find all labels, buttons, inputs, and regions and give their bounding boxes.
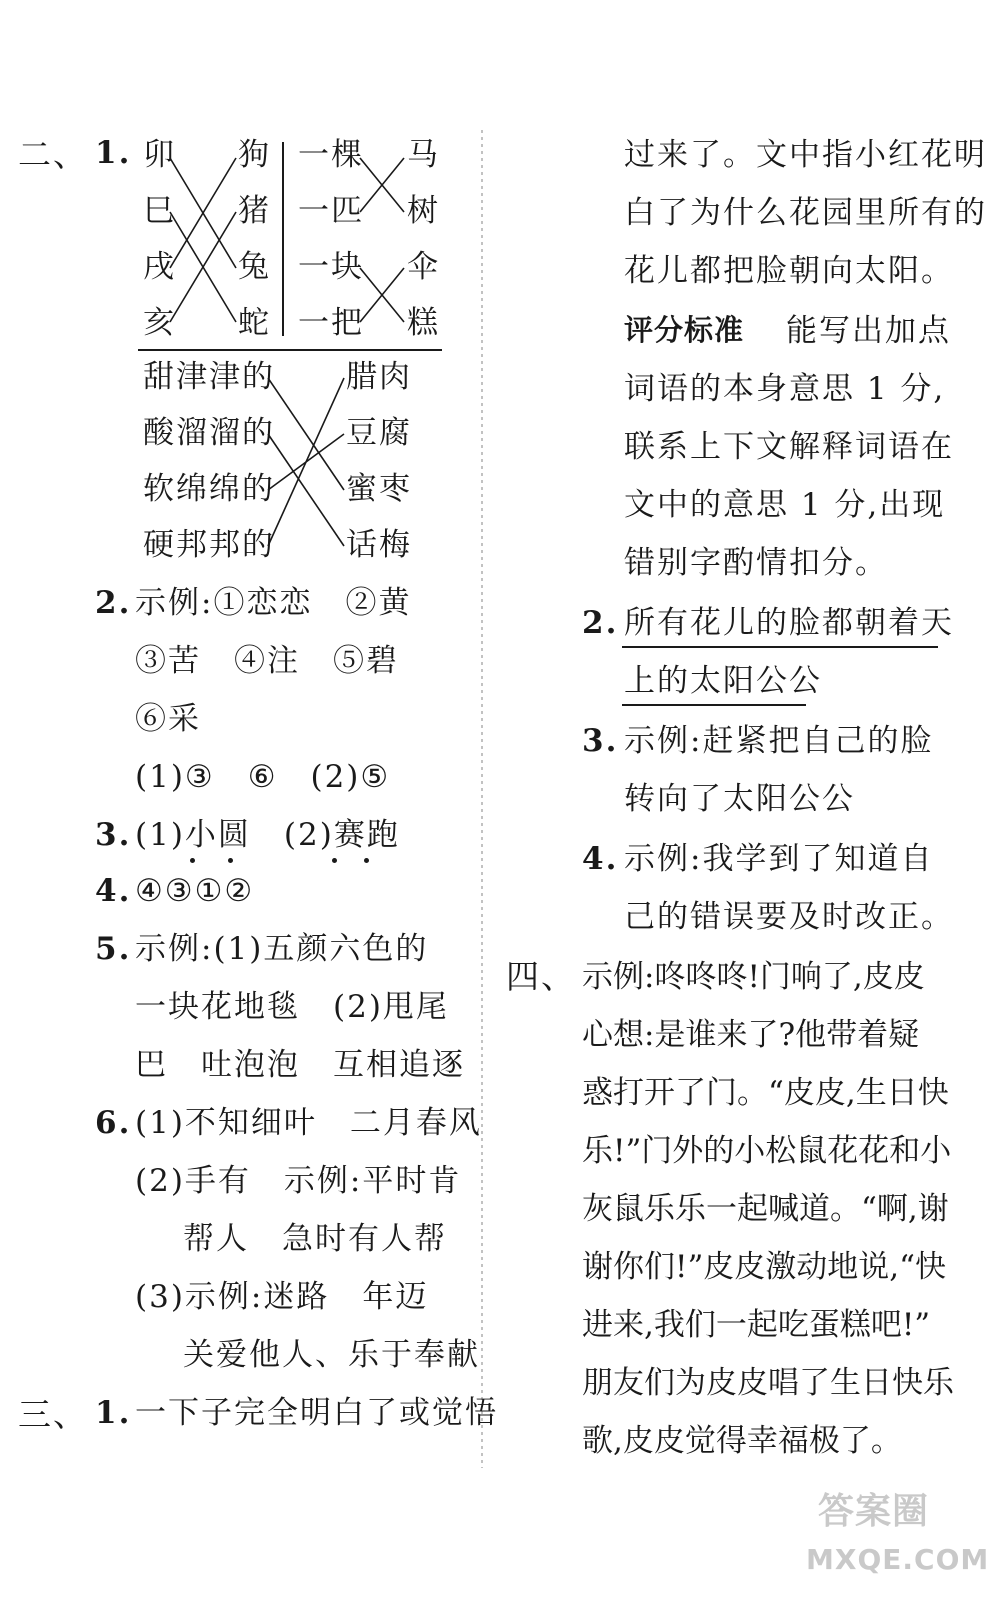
emphasis-dot bbox=[190, 858, 195, 863]
match-right-item: 马 bbox=[407, 137, 440, 173]
s3-q1-number: 1. bbox=[95, 1395, 132, 1431]
match-right-item: 糕 bbox=[407, 305, 440, 341]
s3-q2-line: 所有花儿的脸都朝着天 bbox=[624, 605, 954, 641]
q4-line: ④③①② bbox=[135, 873, 255, 909]
s3-q1-line: 一下子完全明白了或觉悟 bbox=[135, 1395, 498, 1431]
q6-line: 帮人 急时有人帮 bbox=[183, 1221, 447, 1257]
match-right-item: 兔 bbox=[238, 249, 271, 285]
emphasis-dot bbox=[332, 858, 337, 863]
section-4-label: 四、 bbox=[506, 957, 576, 996]
q3-number: 3. bbox=[95, 817, 132, 853]
criteria-line: 联系上下文解释词语在 bbox=[624, 429, 954, 465]
emphasis-dot bbox=[364, 858, 369, 863]
match-left-item: 卯 bbox=[143, 137, 176, 173]
match-right-item: 树 bbox=[407, 193, 440, 229]
match-line bbox=[268, 378, 344, 490]
q6-number: 6. bbox=[95, 1105, 132, 1141]
criteria-line: 错别字酌情扣分。 bbox=[624, 545, 888, 581]
q6-line: 关爱他人、乐于奉献 bbox=[183, 1337, 480, 1373]
match-right-item: 蜜枣 bbox=[346, 471, 412, 507]
match-left-item: 亥 bbox=[143, 305, 176, 341]
match-left-item: 甜津津的 bbox=[143, 359, 275, 395]
answer-underline bbox=[622, 646, 938, 648]
q6-line: (3)示例:迷路 年迈 bbox=[135, 1279, 429, 1315]
q2-line: (1)③ ⑥ (2)⑤ bbox=[135, 759, 391, 795]
match-left-item: 硬邦邦的 bbox=[143, 527, 275, 563]
criteria-line: 文中的意思 1 分,出现 bbox=[624, 487, 946, 523]
watermark-url: MXQE.COM bbox=[806, 1543, 990, 1576]
q2-line: 示例:①恋恋 ②黄 bbox=[135, 585, 412, 621]
s3-q2-line: 上的太阳公公 bbox=[624, 663, 822, 699]
q4-number: 4. bbox=[95, 873, 132, 909]
q5-line: 巴 吐泡泡 互相追逐 bbox=[135, 1047, 465, 1083]
match-left-item: 一匹 bbox=[298, 193, 364, 229]
s3-q2-number: 2. bbox=[582, 605, 619, 641]
essay-line: 惑打开了门。“皮皮,生日快 bbox=[582, 1075, 949, 1111]
match-left-item: 软绵绵的 bbox=[143, 471, 275, 507]
s3-q3-number: 3. bbox=[582, 723, 619, 759]
q6-line: (1)不知细叶 二月春风 bbox=[135, 1105, 482, 1141]
match-right-item: 腊肉 bbox=[346, 359, 412, 395]
essay-line: 心想:是谁来了?他带着疑 bbox=[582, 1017, 920, 1053]
match-right-item: 豆腐 bbox=[346, 415, 412, 451]
essay-line: 歌,皮皮觉得幸福极了。 bbox=[582, 1423, 902, 1459]
section-2-label: 二、 bbox=[18, 135, 88, 174]
q5-line: 一块花地毯 (2)甩尾 bbox=[135, 989, 449, 1025]
essay-line: 朋友们为皮皮唱了生日快乐 bbox=[582, 1365, 954, 1401]
essay-line: 灰鼠乐乐一起喊道。“啊,谢 bbox=[582, 1191, 949, 1227]
q2-number: 2. bbox=[95, 585, 132, 621]
s3-q4-line: 示例:我学到了知道自 bbox=[624, 841, 934, 877]
s3-q1-line: 花儿都把脸朝向太阳。 bbox=[624, 253, 954, 289]
q6-line: (2)手有 示例:平时肯 bbox=[135, 1163, 462, 1199]
match-left-item: 一把 bbox=[298, 305, 364, 341]
s3-q4-line: 己的错误要及时改正。 bbox=[624, 899, 954, 935]
match-right-item: 蛇 bbox=[238, 305, 271, 341]
match-right-item: 狗 bbox=[238, 137, 271, 173]
match-left-item: 一块 bbox=[298, 249, 364, 285]
essay-line: 进来,我们一起吃蛋糕吧!” bbox=[582, 1307, 931, 1343]
criteria-line: 能写出加点 bbox=[786, 313, 951, 349]
q1-number: 1. bbox=[95, 135, 132, 171]
emphasis-dot bbox=[228, 858, 233, 863]
match-left-item: 巳 bbox=[143, 193, 176, 229]
match-right-item: 伞 bbox=[407, 249, 440, 285]
grading-criteria-label: 评分标准 bbox=[624, 313, 745, 347]
section-3-label: 三、 bbox=[18, 1395, 88, 1434]
essay-line: 谢你们!”皮皮激动地说,“快 bbox=[582, 1249, 947, 1285]
q3-line: (1)小圆 (2)赛跑 bbox=[135, 817, 400, 853]
match-left-item: 酸溜溜的 bbox=[143, 415, 275, 451]
s3-q1-line: 过来了。文中指小红花明 bbox=[624, 137, 987, 173]
q2-line: ⑥采 bbox=[135, 701, 201, 737]
s3-q1-line: 白了为什么花园里所有的 bbox=[624, 195, 987, 231]
essay-line: 示例:咚咚咚!门响了,皮皮 bbox=[582, 959, 925, 995]
essay-line: 乐!”门外的小松鼠花花和小 bbox=[582, 1133, 952, 1169]
q5-line: 示例:(1)五颜六色的 bbox=[135, 931, 429, 967]
match-line bbox=[268, 378, 344, 546]
s3-q4-number: 4. bbox=[582, 841, 619, 877]
s3-q3-line: 转向了太阳公公 bbox=[624, 781, 855, 817]
answer-underline bbox=[622, 704, 806, 706]
match-left-item: 戌 bbox=[143, 249, 176, 285]
watermark-logo: 答案圈 bbox=[818, 1491, 930, 1532]
match-right-item: 猪 bbox=[238, 193, 271, 229]
criteria-line: 词语的本身意思 1 分, bbox=[624, 371, 946, 407]
s3-q3-line: 示例:赶紧把自己的脸 bbox=[624, 723, 934, 759]
match-line bbox=[268, 434, 344, 546]
q5-number: 5. bbox=[95, 931, 132, 967]
match-left-item: 一棵 bbox=[298, 137, 364, 173]
match-right-item: 话梅 bbox=[346, 527, 412, 563]
q2-line: ③苦 ④注 ⑤碧 bbox=[135, 643, 399, 679]
